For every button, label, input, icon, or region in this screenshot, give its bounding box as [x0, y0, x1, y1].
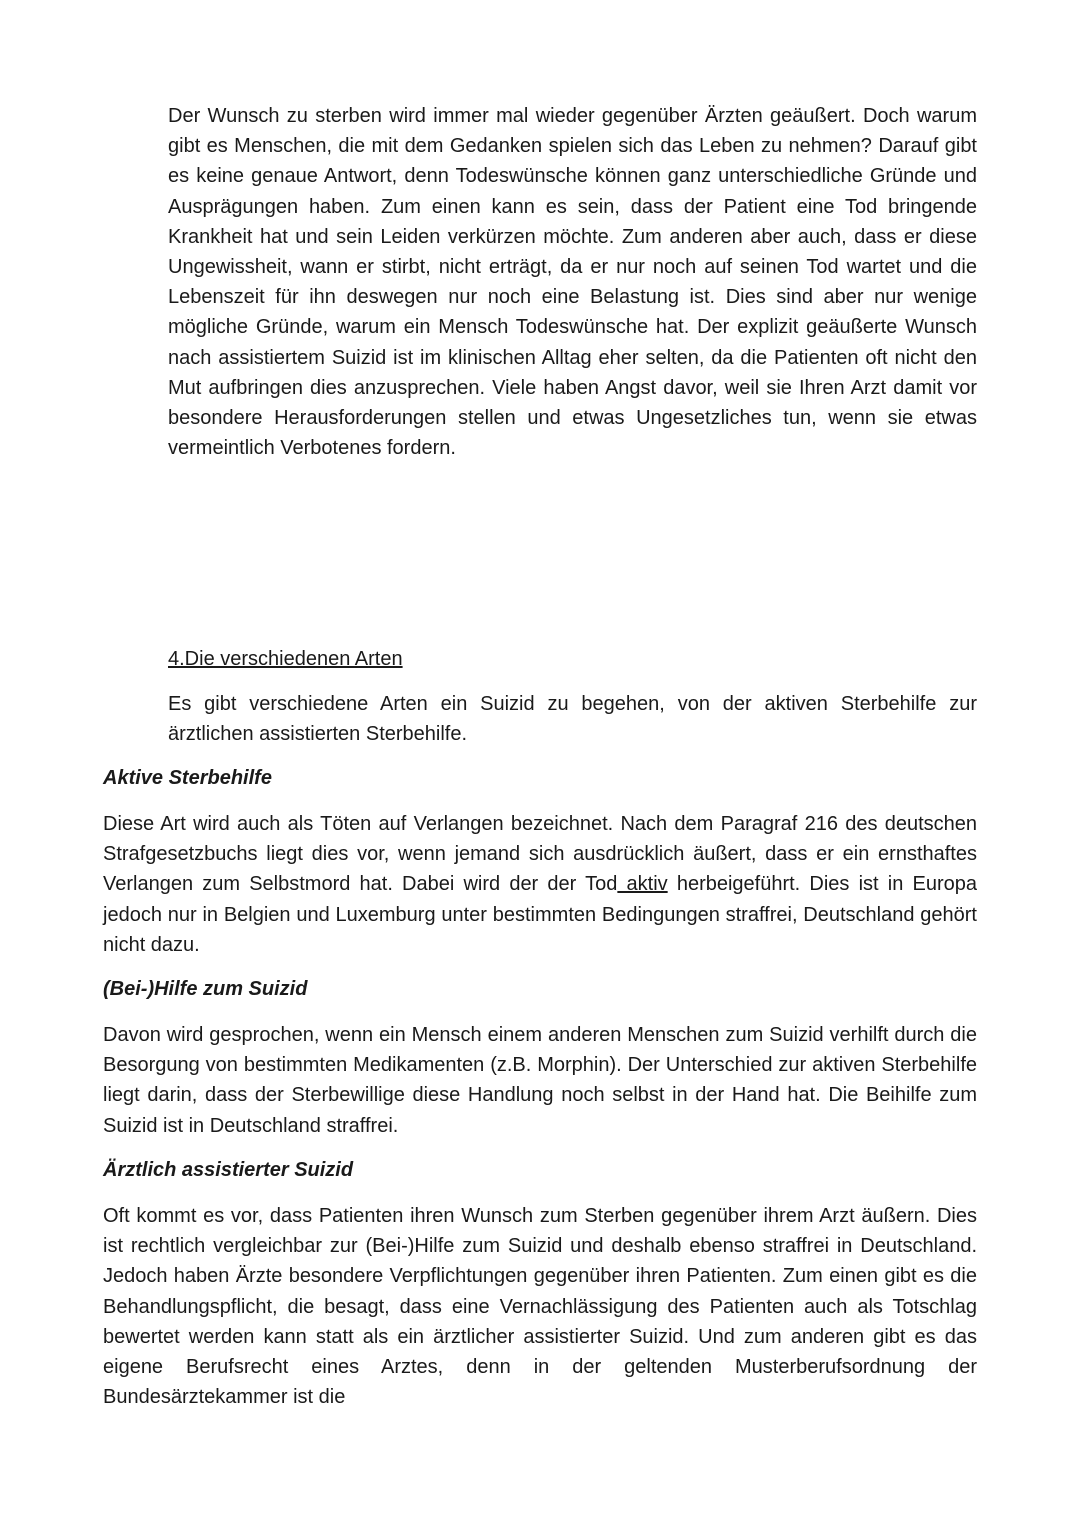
- heading-aerztlich-assistierter-suizid: Ärztlich assistierter Suizid: [103, 1159, 354, 1181]
- aerztlich-paragraph: Oft kommt es vor, dass Patienten ihren Wunsch zum Sterben gegenüber ihrem Arzt äußern. Dies ist rechtlich vergleichbar zur (Bei-)Hilfe zum Suizid und deshalb ebenso straffrei in Deutschland. Jedoch haben Ärzte besondere Verpflichtungen gegenüber ihren Patienten. Zum einen gibt es die Behandlungspflicht, die besagt, dass eine Vernachlässigung des Patienten auch als Totschlag bewertet werden kann statt als ein ärztlicher assistierter Suizid. Und zum anderen gibt es das eigene Berufsrecht eines Arztes, denn in der geltenden Musterberufsordnung der Bundesärztekammer ist die: [103, 1205, 977, 1409]
- aktive-text-after: herbeigeführt. Dies ist in Europa jedoch nur in Belgien und Luxemburg unter bestimmten Bedingungen straffrei, Deutschland gehört nicht dazu.: [103, 873, 977, 956]
- heading-beihilfe: (Bei-)Hilfe zum Suizid: [103, 978, 308, 1000]
- beihilfe-paragraph: Davon wird gesprochen, wenn ein Mensch einem anderen Menschen zum Suizid verhilft durch die Besorgung von bestimmten Medikamenten (z.B. Morphin). Der Unterschied zur aktiven Sterbehilfe liegt darin, dass der Sterbewillige diese Handlung noch selbst in der Hand hat. Die Beihilfe zum Suizid ist in Deutschland straffrei.: [103, 1024, 977, 1137]
- aktive-text-before: Diese Art wird auch als Töten auf Verlangen bezeichnet. Nach dem Paragraf 216 des deutschen Strafgesetzbuchs liegt dies vor, wenn jemand sich ausdrücklich äußert, dass er ein ernsthaftes Verlangen zum Selbstmord hat. Dabei wird der der Tod: [103, 813, 977, 896]
- section-title: 4.Die verschiedenen Arten: [168, 648, 403, 670]
- intro-paragraph: Der Wunsch zu sterben wird immer mal wieder gegenüber Ärzten geäußert. Doch warum gibt es Menschen, die mit dem Gedanken spielen sich das Leben zu nehmen? Darauf gibt es keine genaue Antwort, denn Todeswünsche können ganz unterschiedliche Gründe und Ausprägungen haben. Zum einen kann es sein, dass der Patient eine Tod bringende Krankheit hat und sein Leiden verkürzen möchte. Zum anderen aber auch, dass er diese Ungewissheit, wann er stirbt, nicht erträgt, da er nur noch auf seinen Tod wartet und die Lebenszeit für ihn deswegen nur noch eine Belastung ist. Dies sind aber nur wenige mögliche Gründe, warum ein Mensch Todeswünsche hat. Der explizit geäußerte Wunsch nach assistiertem Suizid ist im klinischen Alltag eher selten, da die Patienten oft nicht den Mut aufbringen dies anzusprechen. Viele haben Angst davor, weil sie Ihren Arzt damit vor besondere Herausforderungen stellen und etwas Ungesetzliches tun, wenn sie etwas vermeintlich Verbotenes fordern.: [168, 105, 977, 460]
- aktive-underlined-word: aktiv: [617, 873, 668, 896]
- aktive-sterbehilfe-paragraph: [103, 809, 977, 960]
- heading-aktive-sterbehilfe: Aktive Sterbehilfe: [103, 767, 272, 789]
- section-intro-paragraph: Es gibt verschiedene Arten ein Suizid zu begehen, von der aktiven Sterbehilfe zur ärztlichen assistierten Sterbehilfe.: [168, 693, 977, 746]
